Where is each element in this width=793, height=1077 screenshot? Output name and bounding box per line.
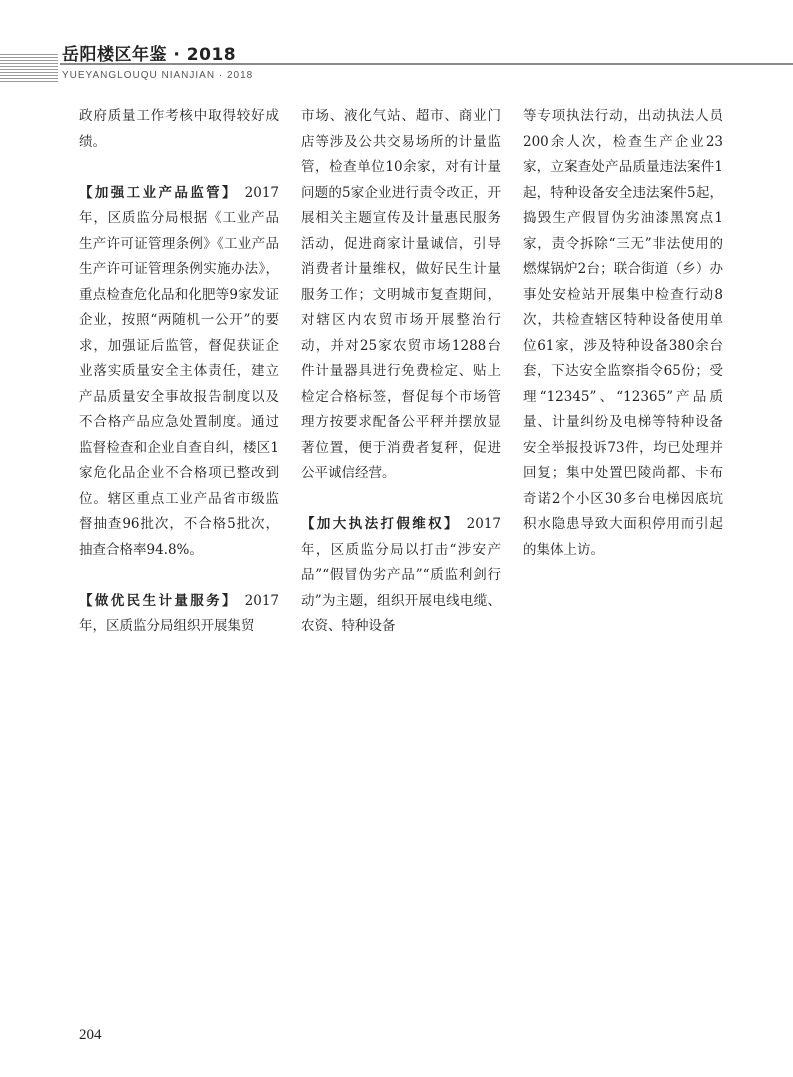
- section-heading: 【加强工业产品监管】: [79, 184, 238, 201]
- paragraph-body: 2017年，区质监分局组织开展集贸: [79, 592, 279, 634]
- paragraph: [301, 512, 501, 640]
- paragraph: 等专项执法行动，出动执法人员200余人次，检查生产企业23家，立案查处产品质量违法案件1起，特种设备安全违法案件5起，捣毁生产假冒伪劣油漆黑窝点1家，责令拆除“三无”非法使用的燃煤锅炉2台；联合街道（乡）办事处安检站开展集中检查行动8次，共检查辖区特种设备使用单位61家，涉及特种设备380余台套，下达安全监察指令65份；受理“12345”、“12365”产品质量、计量纠纷及电梯等特种设备安全举报投诉73件，均已处理并回复；集中处置巴陵尚都、卡布奇诺2个小区30多台电梯因底坑积水隐患导致大面积停用而引起的集体上访。: [523, 108, 723, 558]
- header-decoration: [0, 54, 58, 84]
- paragraph-body: 2017年，区质监分局以打击“涉安产品”“假冒伪劣产品”“质监利剑行动”为主题，组织开展电线电缆、农资、特种设备: [301, 516, 501, 634]
- paragraph: 政府质量工作考核中取得较好成绩。: [79, 108, 279, 150]
- section-heading: 【做优民生计量服务】: [79, 592, 238, 609]
- page-number: 204: [79, 1027, 102, 1043]
- paragraph: 市场、液化气站、超市、商业门店等涉及公共交易场所的计量监管，检查单位10余家，对有计量问题的5家企业进行责令改正，开展相关主题宣传及计量惠民服务活动，促进商家计量诚信，引导消费者计量维权，做好民生计量服务工作；文明城市复查期间，对辖区内农贸市场开展整治行动，并对25家农贸市场1288台件计量器具进行免费检定、贴上检定合格标签，督促每个市场管理方按要求配备公平秤并摆放显著位置，便于消费者复秤，促进公平诚信经营。: [301, 108, 501, 481]
- paragraph: [79, 589, 279, 640]
- running-header-title: 岳阳楼区年鉴 · 2018: [62, 45, 237, 65]
- section-heading: 【加大执法打假维权】: [301, 516, 460, 532]
- text-column-3: [523, 104, 723, 563]
- paragraph: [79, 181, 279, 564]
- running-header-subtitle: YUEYANGLOUQU NIANJIAN · 2018: [62, 70, 254, 81]
- paragraph-body: 2017年，区质监分局根据《工业产品生产许可证管理条例》《工业产品生产许可证管理条例实施办法》，重点检查危化品和化肥等9家发证企业，按照“两随机一公开”的要求，加强证后监管，督促获证企业落实质量安全主体责任，建立产品质量安全事故报告制度以及不合格产品应急处置制度。通过监督检查和企业自查自纠，楼区1家危化品企业不合格项已整改到位。辖区重点工业产品省市级监督抽查96批次，不合格5批次，抽查合格率94.8%。: [79, 184, 279, 558]
- text-column-2: [301, 104, 501, 640]
- text-column-1: [79, 104, 279, 640]
